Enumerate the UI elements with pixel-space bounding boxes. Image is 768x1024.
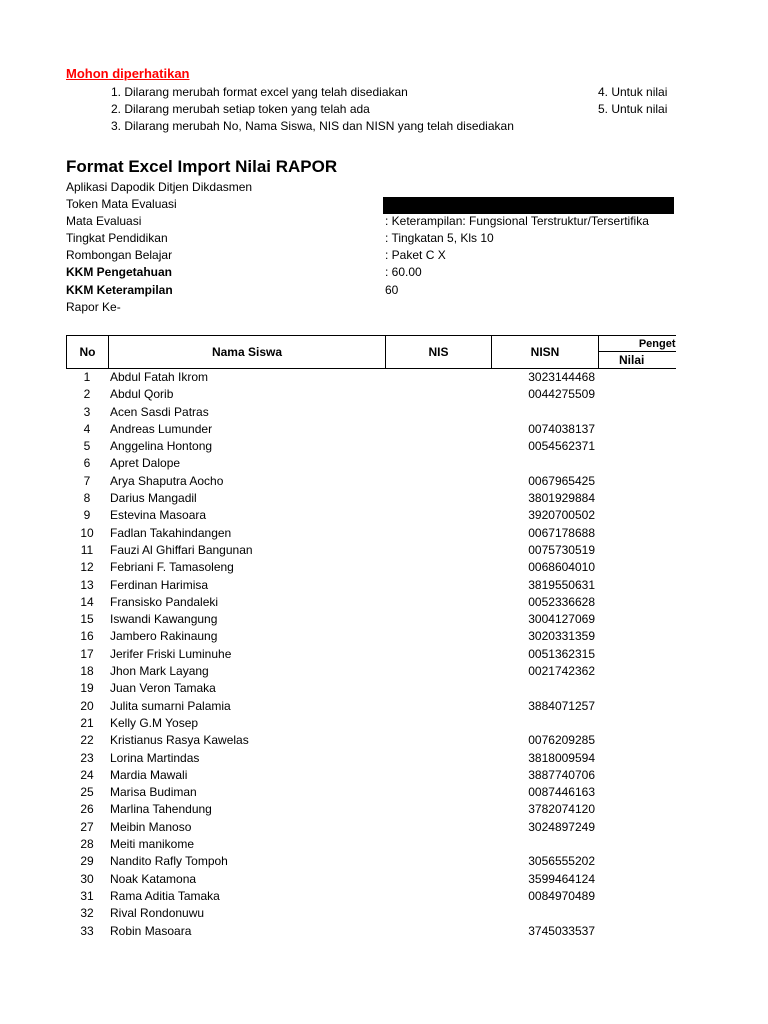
table-row	[66, 542, 676, 559]
row-nama: Marlina Tahendung	[110, 802, 212, 817]
row-nama: Estevina Masoara	[110, 508, 207, 523]
row-no: 11	[80, 542, 94, 557]
row-nisn: 3056555202	[528, 854, 595, 869]
row-nisn: 3745033537	[528, 923, 595, 938]
label-kkm-pengetahuan: KKM Pengetahuan	[66, 265, 173, 279]
rule-2: 2. Dilarang merubah setiap token yang telah ada	[111, 102, 370, 116]
value-mata-evaluasi: : Keterampilan: Fungsional Terstruktur/Tersertifika	[385, 214, 649, 228]
row-nama: Lorina Martindas	[110, 750, 200, 765]
table-row	[66, 663, 676, 680]
row-nisn: 3782074120	[528, 802, 595, 817]
row-nisn: 3884071257	[528, 698, 595, 713]
col-nama-header: Nama Siswa	[109, 336, 386, 369]
table-row	[66, 646, 676, 663]
row-no: 32	[80, 906, 94, 921]
row-nisn: 0044275509	[528, 387, 595, 402]
table-row	[66, 923, 676, 940]
label-token: Token Mata Evaluasi	[66, 197, 177, 211]
label-tingkat: Tingkat Pendidikan	[66, 231, 168, 245]
row-no: 13	[80, 577, 94, 592]
col-nis-header: NIS	[386, 336, 492, 369]
value-kkm-keterampilan: 60	[385, 283, 399, 297]
table-row	[66, 871, 676, 888]
student-list	[66, 369, 676, 940]
row-nisn: 0052336628	[528, 594, 595, 609]
row-no: 19	[80, 681, 94, 696]
row-nisn: 3801929884	[528, 491, 595, 506]
table-row	[66, 905, 676, 922]
row-nisn: 3004127069	[528, 612, 595, 627]
row-no: 10	[80, 525, 94, 540]
row-nisn: 0067965425	[528, 473, 595, 488]
row-nisn: 0084970489	[528, 888, 595, 903]
row-nisn: 0068604010	[528, 560, 595, 575]
row-nama: Apret Dalope	[110, 456, 181, 471]
row-nama: Arya Shaputra Aocho	[110, 473, 224, 488]
table-header	[66, 335, 676, 369]
row-nisn: 3887740706	[528, 767, 595, 782]
row-no: 9	[83, 508, 91, 523]
row-nama: Julita sumarni Palamia	[110, 698, 231, 713]
col-nisn-header: NISN	[492, 336, 599, 369]
table-row	[66, 888, 676, 905]
table-row	[66, 559, 676, 576]
row-nama: Noak Katamona	[110, 871, 197, 886]
table-row	[66, 386, 676, 403]
row-no: 2	[83, 387, 91, 402]
row-nama: Ferdinan Harimisa	[110, 577, 209, 592]
row-nisn: 3819550631	[528, 577, 595, 592]
label-kkm-keterampilan: KKM Keterampilan	[66, 283, 173, 297]
row-no: 26	[80, 802, 94, 817]
table-row	[66, 594, 676, 611]
value-kkm-pengetahuan: : 60.00	[385, 265, 422, 279]
row-nisn: 0087446163	[528, 785, 595, 800]
row-nisn: 0075730519	[528, 542, 595, 557]
table-row	[66, 715, 676, 732]
app-name: Aplikasi Dapodik Ditjen Dikdasmen	[66, 180, 253, 194]
row-nama: Meibin Manoso	[110, 819, 192, 834]
row-no: 24	[80, 767, 94, 782]
row-nama: Anggelina Hontong	[110, 439, 213, 454]
row-no: 7	[83, 473, 91, 488]
row-nama: Andreas Lumunder	[110, 421, 213, 436]
row-no: 1	[83, 370, 91, 384]
row-nisn: 3818009594	[528, 750, 595, 765]
table-row	[66, 784, 676, 801]
row-no: 6	[83, 456, 91, 471]
row-no: 27	[80, 819, 94, 834]
table-row	[66, 404, 676, 421]
col-nilai-header: Nilai	[599, 352, 676, 369]
row-no: 18	[80, 664, 94, 679]
row-no: 5	[83, 439, 91, 454]
row-no: 22	[80, 733, 94, 748]
rule-1: 1. Dilarang merubah format excel yang telah disediakan	[111, 85, 408, 99]
row-no: 28	[80, 837, 94, 852]
table-row	[66, 853, 676, 870]
table-row	[66, 698, 676, 715]
rule-4: 4. Untuk nilai	[598, 85, 668, 99]
table-row	[66, 628, 676, 645]
row-no: 33	[80, 923, 94, 938]
table-row	[66, 750, 676, 767]
row-no: 21	[80, 715, 94, 730]
row-no: 20	[80, 698, 94, 713]
row-no: 4	[83, 421, 91, 436]
row-no: 15	[80, 612, 94, 627]
table-row	[66, 525, 676, 542]
page-title: Format Excel Import Nilai RAPOR	[66, 157, 338, 176]
row-nama: Nandito Rafly Tompoh	[110, 854, 228, 869]
row-no: 29	[80, 854, 94, 869]
row-nama: Rama Aditia Tamaka	[110, 888, 220, 903]
row-no: 23	[80, 750, 94, 765]
table-row	[66, 680, 676, 697]
rule-3: 3. Dilarang merubah No, Nama Siswa, NIS dan NISN yang telah disediakan	[111, 119, 514, 133]
row-nisn: 0074038137	[528, 421, 595, 436]
table-row	[66, 507, 676, 524]
table-row	[66, 819, 676, 836]
row-nama: Acen Sasdi Patras	[110, 404, 209, 419]
label-rombel: Rombongan Belajar	[66, 248, 173, 262]
row-nama: Jhon Mark Layang	[110, 664, 209, 679]
row-nama: Jerifer Friski Luminuhe	[110, 646, 232, 661]
token-redacted-bar	[383, 197, 674, 214]
row-nama: Marisa Budiman	[110, 785, 197, 800]
table-row	[66, 801, 676, 818]
row-no: 17	[80, 646, 94, 661]
table-row	[66, 421, 676, 438]
row-nisn: 0076209285	[528, 733, 595, 748]
row-nisn: 3020331359	[528, 629, 595, 644]
row-nama: Kelly G.M Yosep	[110, 715, 199, 730]
label-mata-evaluasi: Mata Evaluasi	[66, 214, 142, 228]
row-nama: Abdul Qorib	[110, 387, 174, 402]
col-no-header: No	[67, 336, 109, 369]
row-nisn: 0067178688	[528, 525, 595, 540]
table-row	[66, 611, 676, 628]
col-pengetahuan-header: Penget	[599, 336, 676, 352]
row-no: 8	[83, 491, 91, 506]
table-row	[66, 473, 676, 490]
row-no: 25	[80, 785, 94, 800]
row-nama: Rival Rondonuwu	[110, 906, 205, 921]
row-nisn: 0051362315	[528, 646, 595, 661]
row-nama: Fadlan Takahindangen	[110, 525, 232, 540]
row-nisn: 0021742362	[528, 664, 595, 679]
row-nama: Abdul Fatah Ikrom	[110, 370, 209, 384]
row-nama: Darius Mangadil	[110, 491, 197, 506]
table-row	[66, 455, 676, 472]
row-no: 31	[80, 888, 94, 903]
table-row	[66, 369, 676, 386]
row-nisn: 3024897249	[528, 819, 595, 834]
row-no: 16	[80, 629, 94, 644]
row-nisn: 0054562371	[528, 439, 595, 454]
table-row	[66, 836, 676, 853]
row-nama: Febriani F. Tamasoleng	[110, 560, 234, 575]
row-nama: Mardia Mawali	[110, 767, 188, 782]
value-tingkat: : Tingkatan 5, Kls 10	[385, 231, 494, 245]
table-row	[66, 490, 676, 507]
row-nisn: 3920700502	[528, 508, 595, 523]
row-nama: Jambero Rakinaung	[110, 629, 218, 644]
table-row	[66, 438, 676, 455]
row-no: 14	[80, 594, 94, 609]
value-rombel: : Paket C X	[385, 248, 446, 262]
row-nama: Robin Masoara	[110, 923, 192, 938]
table-row	[66, 577, 676, 594]
row-nama: Fauzi Al Ghiffari Bangunan	[110, 542, 253, 557]
row-no: 3	[83, 404, 91, 419]
row-nama: Iswandi Kawangung	[110, 612, 218, 627]
row-no: 30	[80, 871, 94, 886]
row-nama: Kristianus Rasya Kawelas	[110, 733, 249, 748]
table-row	[66, 732, 676, 749]
table-row	[66, 767, 676, 784]
row-nama: Fransisko Pandaleki	[110, 594, 219, 609]
rule-5: 5. Untuk nilai	[598, 102, 668, 116]
row-nisn: 3023144468	[528, 370, 595, 384]
row-nama: Juan Veron Tamaka	[110, 681, 216, 696]
notice-heading: Mohon diperhatikan	[66, 66, 190, 81]
row-no: 12	[80, 560, 94, 575]
row-nama: Meiti manikome	[110, 837, 195, 852]
row-nisn: 3599464124	[528, 871, 595, 886]
label-rapor-ke: Rapor Ke-	[66, 300, 121, 314]
